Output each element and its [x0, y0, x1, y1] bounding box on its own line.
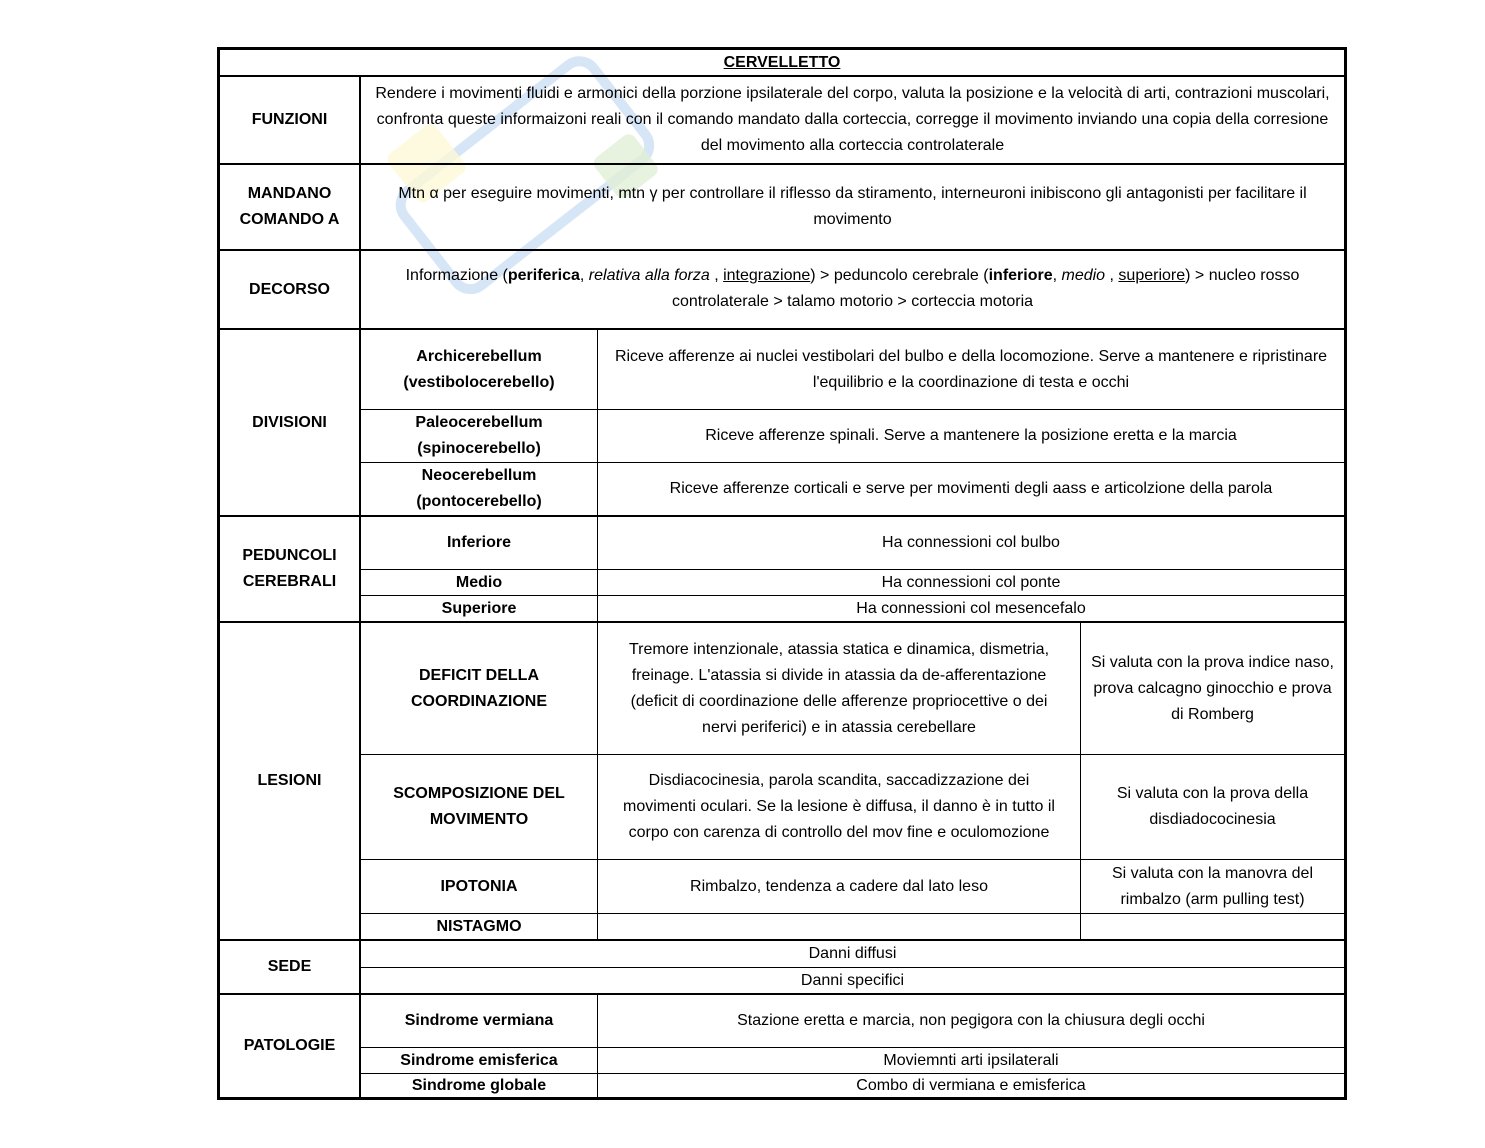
cervelletto-table [217, 47, 1347, 1100]
peduncolo-name: Medio [361, 570, 597, 596]
sede-row: Danni specifici [361, 968, 1344, 995]
lesioni-label: LESIONI [220, 623, 361, 941]
divisione-name: Neocerebellum (pontocerebello) [361, 463, 597, 517]
lesione-text: Rimbalzo, tendenza a cadere dal lato leso [597, 860, 1080, 914]
decorso-periferica: periferica [507, 267, 580, 284]
lesione-name: SCOMPOSIZIONE DEL MOVIMENTO [361, 755, 597, 860]
decorso-label: DECORSO [220, 251, 361, 330]
sede-row: Danni diffusi [361, 941, 1344, 968]
divisione-text: Riceve afferenze spinali. Serve a mantenere la posizione eretta e la marcia [597, 410, 1344, 463]
divisione-name: Archicerebellum (vestibolocerebello) [361, 330, 597, 410]
peduncolo-text: Ha connessioni col bulbo [597, 517, 1344, 570]
patologia-text: Combo di vermiana e emisferica [597, 1074, 1344, 1097]
patologia-name: Sindrome emisferica [361, 1048, 597, 1074]
divisione-name: Paleocerebellum (spinocerebello) [361, 410, 597, 463]
divisioni-label: DIVISIONI [220, 330, 361, 517]
peduncolo-text: Ha connessioni col mesencefalo [597, 596, 1344, 623]
decorso-forza: relativa alla forza [588, 267, 710, 284]
mandano-text: Mtn α per eseguire movimenti, mtn γ per controllare il riflesso da stiramento, interneuroni inibiscono gli antagonisti per facilitare il movimento [361, 165, 1344, 251]
patologie-label: PATOLOGIE [220, 995, 361, 1097]
lesione-text [597, 914, 1080, 941]
decorso-sep: , [1105, 267, 1119, 284]
patologia-text: Moviemnti arti ipsilaterali [597, 1048, 1344, 1074]
lesione-name: NISTAGMO [361, 914, 597, 941]
lesione-test: Si valuta con la prova della disdiadococinesia [1080, 755, 1344, 860]
mandano-label: MANDANO COMANDO A [220, 165, 361, 251]
decorso-integrazione: integrazione [723, 267, 811, 284]
decorso-part: ) > peduncolo cerebrale ( [810, 267, 989, 284]
lesione-text: Disdiacocinesia, parola scandita, saccadizzazione dei movimenti oculari. Se la lesione è diffusa, il danno è in tutto il corpo con carenza di controllo del mov fine e oculomozione [597, 755, 1080, 860]
decorso-sep: , [579, 267, 589, 284]
patologia-name: Sindrome vermiana [361, 995, 597, 1048]
lesione-test: Si valuta con la manovra del rimbalzo (arm pulling test) [1080, 860, 1344, 914]
peduncolo-name: Superiore [361, 596, 597, 623]
decorso-superiore: superiore [1118, 267, 1186, 284]
decorso-sep: , [709, 267, 724, 284]
patologia-text: Stazione eretta e marcia, non pegigora con la chiusura degli occhi [597, 995, 1344, 1048]
lesione-test [1080, 914, 1344, 941]
lesione-test: Si valuta con la prova indice naso, prova calcagno ginocchio e prova di Romberg [1080, 623, 1344, 755]
decorso-part: ) > nucleo rosso controlaterale > talamo motorio > corteccia motoria [671, 267, 1300, 310]
lesione-text: Tremore intenzionale, atassia statica e dinamica, dismetria, freinage. L'atassia si divide in atassia da de-afferentazione (deficit di coordinazione delle afferenze propriocettive o dei nervi periferici) e in atassia cerebellare [597, 623, 1080, 755]
sede-label: SEDE [220, 941, 361, 995]
lesione-name: DEFICIT DELLA COORDINAZIONE [361, 623, 597, 755]
table-title: CERVELLETTO [220, 50, 1344, 77]
decorso-sep: , [1052, 267, 1062, 284]
decorso-text [361, 251, 1344, 330]
lesione-name: IPOTONIA [361, 860, 597, 914]
funzioni-label: FUNZIONI [220, 77, 361, 165]
peduncolo-name: Inferiore [361, 517, 597, 570]
divisione-text: Riceve afferenze ai nuclei vestibolari del bulbo e della locomozione. Serve a mantenere e ripristinare l'equilibrio e la coordinazione di testa e occhi [597, 330, 1344, 410]
decorso-part: Informazione ( [405, 267, 508, 284]
patologia-name: Sindrome globale [411, 1076, 547, 1094]
funzioni-text: Rendere i movimenti fluidi e armonici della porzione ipsilaterale del corpo, valuta la posizione e la velocità di arti, contrazioni muscolari, confronta queste informaizoni reali con il comando mandato dalla corteccia, corregge il movimento inviando una copia della corresione del movimento alla corteccia controlaterale [361, 77, 1344, 165]
divisione-text: Riceve afferenze corticali e serve per movimenti degli aass e articolzione della parola [597, 463, 1344, 517]
decorso-inferiore: inferiore [988, 267, 1053, 284]
decorso-medio: medio [1061, 267, 1106, 284]
peduncoli-label: PEDUNCOLI CEREBRALI [220, 517, 361, 623]
peduncolo-text: Ha connessioni col ponte [597, 570, 1344, 596]
